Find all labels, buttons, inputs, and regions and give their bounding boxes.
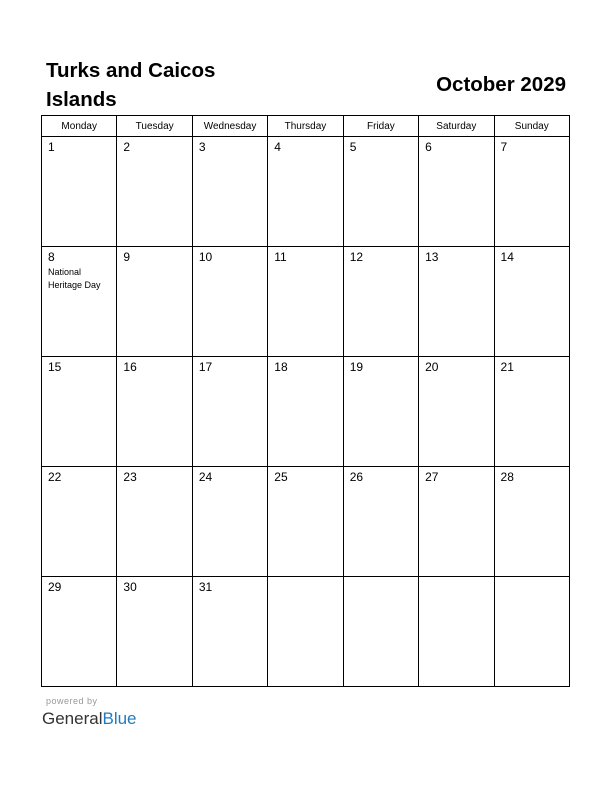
weekday-tuesday: Tuesday (117, 116, 192, 137)
day-cell (268, 247, 343, 357)
generalblue-logo (42, 709, 137, 729)
day-cell (117, 137, 192, 247)
day-cell (192, 357, 267, 467)
day-number: 19 (349, 360, 364, 374)
day-number: 22 (48, 470, 62, 484)
day-cell (494, 577, 569, 687)
day-cell (419, 247, 494, 357)
calendar-body (42, 137, 570, 687)
day-number: 2 (123, 140, 131, 154)
day-number: 4 (274, 140, 281, 154)
day-number: 5 (349, 140, 357, 154)
calendar-grid (41, 115, 570, 687)
day-cell (42, 247, 117, 357)
brand-general-text: General (42, 709, 103, 728)
day-cell (268, 577, 343, 687)
day-number: 24 (198, 470, 213, 484)
calendar-week-row (42, 577, 570, 687)
day-cell (343, 137, 418, 247)
country-title: Turks and Caicos Islands (46, 59, 216, 111)
weekday-wednesday: Wednesday (192, 116, 267, 137)
day-number: 29 (48, 580, 62, 594)
day-cell (268, 467, 343, 577)
day-cell (343, 577, 418, 687)
day-number: 7 (500, 140, 508, 154)
day-cell (117, 467, 192, 577)
holiday-label: National Heritage Day (48, 267, 101, 290)
day-cell (419, 357, 494, 467)
day-number: 11 (274, 250, 287, 264)
day-cell (343, 247, 418, 357)
day-number: 3 (198, 140, 206, 154)
day-number: 8 (48, 250, 55, 264)
day-cell (343, 357, 418, 467)
day-cell (117, 577, 192, 687)
calendar-week-row (42, 247, 570, 357)
day-cell (268, 137, 343, 247)
day-number: 10 (198, 250, 213, 264)
day-cell (494, 357, 569, 467)
day-cell (494, 467, 569, 577)
brand-blue-text: Blue (102, 709, 137, 728)
calendar-week-row (42, 137, 570, 247)
powered-by-label: powered by (46, 696, 98, 706)
day-cell (494, 137, 569, 247)
day-cell (343, 467, 418, 577)
day-cell (42, 137, 117, 247)
weekday-thursday: Thursday (268, 116, 343, 137)
day-number: 1 (48, 140, 55, 154)
weekday-monday: Monday (42, 116, 117, 137)
day-cell (419, 577, 494, 687)
day-number: 21 (500, 360, 514, 374)
day-cell (117, 247, 192, 357)
day-number: 15 (48, 360, 62, 374)
month-year-title: October 2029 (436, 73, 566, 96)
day-cell (419, 137, 494, 247)
day-number: 28 (500, 470, 514, 484)
calendar-week-row (42, 357, 570, 467)
day-number: 25 (274, 470, 288, 484)
day-cell (192, 467, 267, 577)
day-cell (42, 467, 117, 577)
day-cell (192, 577, 267, 687)
day-number: 20 (425, 360, 439, 374)
day-number: 31 (198, 580, 213, 594)
day-number: 16 (123, 360, 137, 374)
day-cell (192, 137, 267, 247)
day-number: 30 (123, 580, 137, 594)
day-number: 26 (349, 470, 364, 484)
day-number: 23 (123, 470, 137, 484)
day-number: 12 (349, 250, 364, 264)
day-number: 18 (274, 360, 288, 374)
weekday-sunday: Sunday (494, 116, 569, 137)
weekday-saturday: Saturday (419, 116, 494, 137)
day-cell (268, 357, 343, 467)
day-number: 9 (123, 250, 131, 264)
day-number: 14 (500, 250, 514, 264)
day-number: 13 (425, 250, 439, 264)
day-cell (494, 247, 569, 357)
day-cell (419, 467, 494, 577)
footer-branding (42, 696, 137, 729)
day-cell (42, 357, 117, 467)
day-cell (117, 357, 192, 467)
weekday-header-row (42, 116, 570, 137)
day-number: 6 (425, 140, 432, 154)
day-cell (192, 247, 267, 357)
day-cell (42, 577, 117, 687)
calendar-week-row (42, 467, 570, 577)
weekday-friday: Friday (343, 116, 418, 137)
day-number: 27 (425, 470, 439, 484)
day-number: 17 (198, 360, 213, 374)
